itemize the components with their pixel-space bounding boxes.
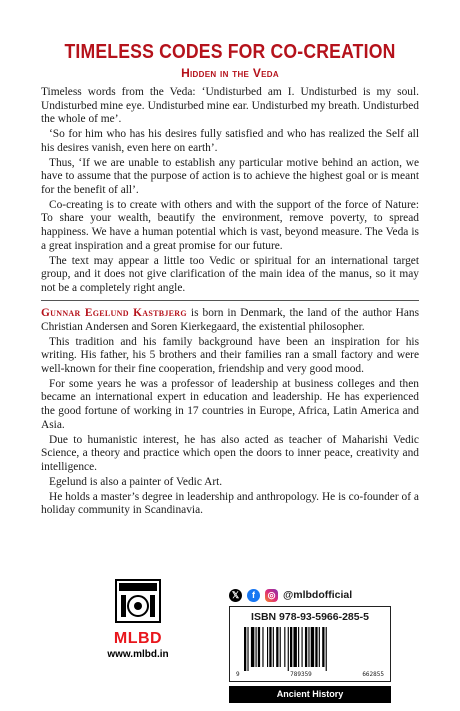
x-icon[interactable]: 𝕏	[229, 589, 242, 602]
author-paragraph: For some years he was a professor of leadership at business colleges and then became an international expert in education and leadership. He has experienced the good fortune of working in 17 countries in Europe, Africa, Latin America and Asia.	[41, 377, 419, 431]
barcode-digits	[236, 671, 384, 678]
author-paragraph: He holds a master’s degree in leadership and anthropology. He is co-founder of a holiday community in Scandinavia.	[41, 490, 419, 517]
category-label: Ancient History	[229, 686, 391, 703]
publisher-name: MLBD	[113, 630, 163, 647]
author-paragraph: Egelund is also a painter of Vedic Art.	[49, 475, 223, 488]
barcode-panel	[229, 606, 391, 682]
divider	[41, 300, 419, 301]
barcode-digit-group: 662855	[362, 671, 384, 678]
author-intro-text: is born in Denmark, the land of the author Hans Christian Andersen and Soren Kierkegaard, the existential philosopher.	[41, 307, 420, 333]
publisher-emblem-icon	[115, 579, 161, 623]
book-title: TIMELESS CODES FOR CO-CREATION	[64, 40, 396, 63]
publisher-logo	[104, 579, 172, 660]
barcode-digit-group: 789359	[290, 671, 312, 678]
book-subtitle: Hidden in the Veda	[181, 66, 279, 80]
blurb-paragraph: Thus, ‘If we are unable to establish any particular motive behind an action, we have to assume that the purpose of action is to achieve the highest goal or is meant for the benefit of all’.	[41, 156, 419, 196]
publisher-website: www.mlbd.in	[107, 649, 169, 660]
author-intro	[41, 307, 419, 334]
isbn-number: ISBN 978-93-5966-285-5	[251, 611, 369, 623]
blurb-paragraph: Timeless words from the Veda: ‘Undisturbed am I. Undisturbed is my soul. Undisturbed mine eye. Undisturbed mine ear. Undisturbed my breath. Undisturbed the whole of me’.	[41, 86, 419, 126]
author-name: Gunnar Egelund Kastbjerg	[41, 307, 187, 320]
author-paragraph: This tradition and his family background have been an inspiration for his writing. His father, his 5 brothers and their families ran a small factory and were well-known for their fine cooperation, friendship and very good mood.	[41, 335, 419, 375]
blurb-paragraph: ‘So for him who has his desires fully satisfied and who has realized the Self all his desires vanish, even here on earth’.	[41, 128, 419, 154]
social-links	[229, 586, 352, 604]
cover-text	[41, 86, 419, 519]
blurb-paragraph: Co-creating is to create with others and with the support of the force of Nature: To share your wealth, beautify the environment, remove poverty, to spread happiness. We have a human potential which is vast, beyond measure. The Veda is a great inspiration and a great promise for our future.	[41, 198, 419, 252]
facebook-icon[interactable]: f	[247, 589, 260, 602]
instagram-icon[interactable]: ◎	[265, 589, 278, 602]
social-handle: @mlbdofficial	[283, 589, 353, 601]
barcode-digit-group: 9	[236, 671, 240, 678]
barcode-icon	[244, 627, 378, 671]
author-paragraph: Due to humanistic interest, he has also acted as teacher of Maharishi Vedic Science, a theory and practice which open the doors to inner peace, creativity and intelligence.	[41, 433, 419, 473]
blurb-paragraph: The text may appear a little too Vedic or spiritual for an international target group, and it does not give clarification of the main idea of the manus, so it may not be a completely right angle.	[41, 254, 419, 294]
